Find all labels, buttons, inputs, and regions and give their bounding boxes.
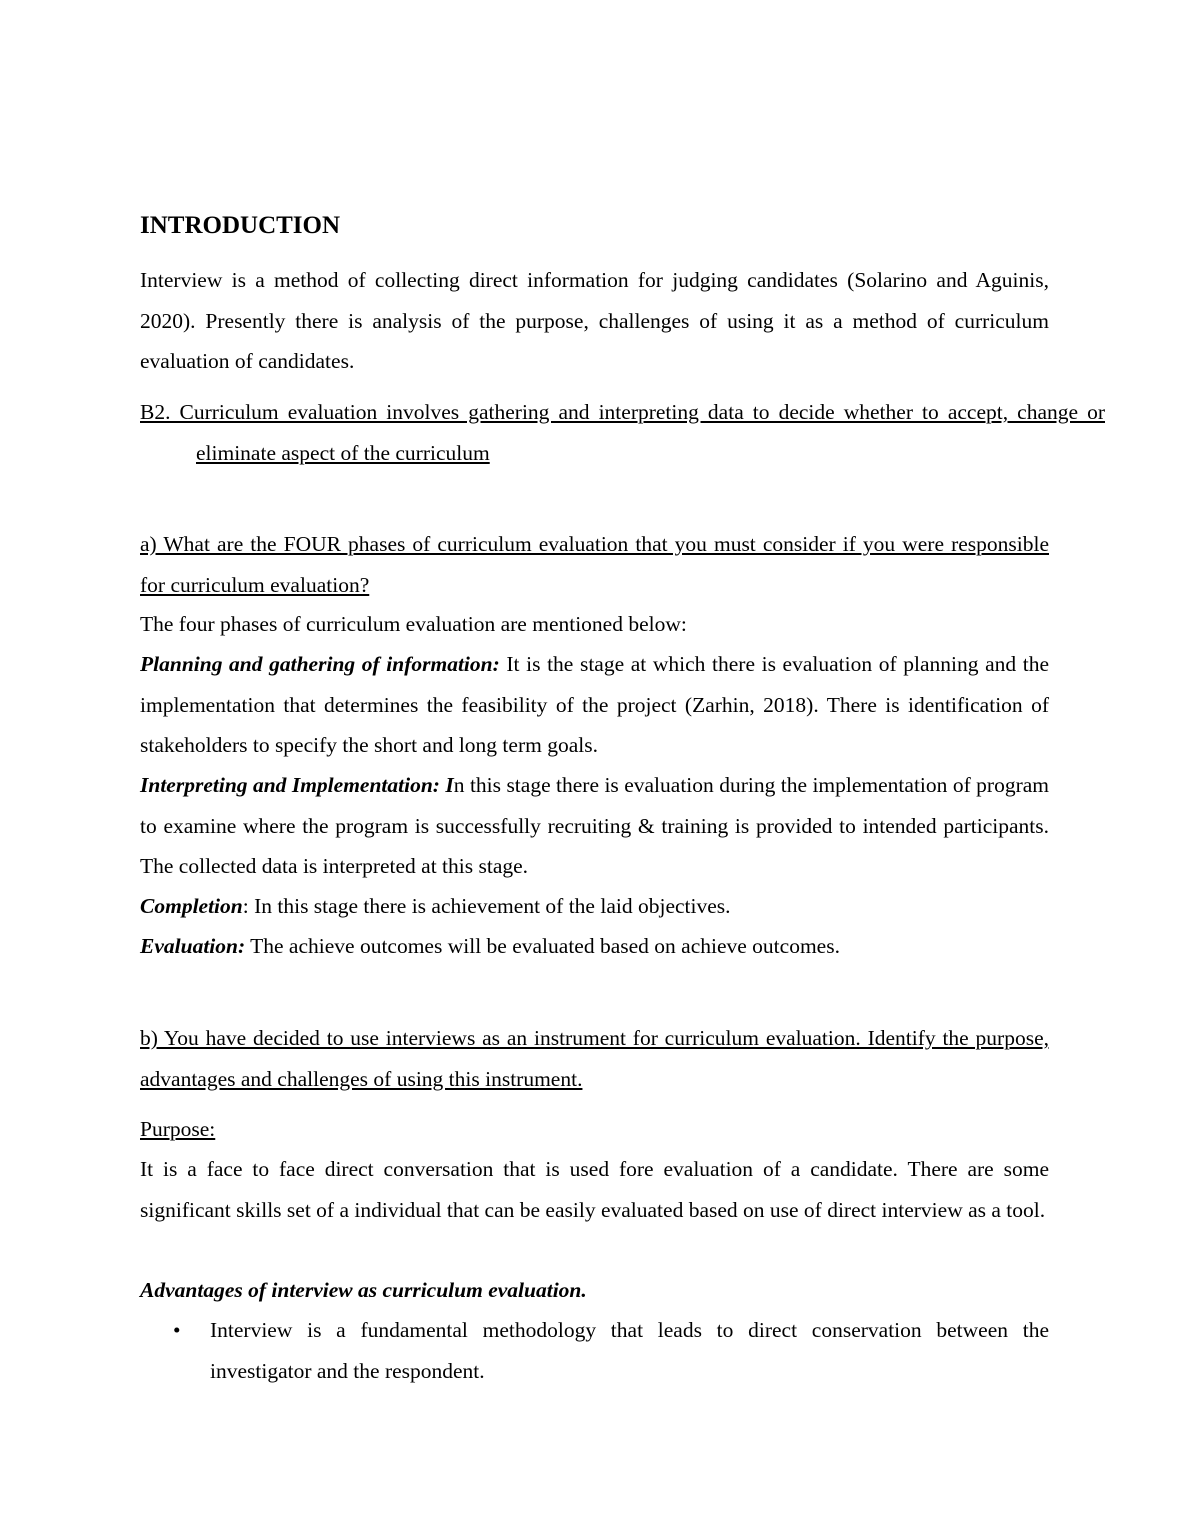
bullet-icon: • <box>173 1318 181 1342</box>
advantage-text: Interview is a fundamental methodology that leads to direct conservation between the investigator and the respondent. <box>210 1318 1049 1383</box>
phase-interpreting <box>140 765 1049 887</box>
phase-completion <box>140 886 1049 927</box>
question-b-text: b) You have decided to use interviews as an instrument for curriculum evaluation. Identify the purpose, advantages and challenges of using this instrument. <box>140 1026 1049 1091</box>
purpose-label-text: Purpose: <box>140 1117 216 1141</box>
phase-term: Planning and gathering of information: <box>140 652 500 676</box>
phase-term: Completion <box>140 894 243 918</box>
question-b <box>140 1018 1049 1099</box>
phase-term: Interpreting and Implementation: I <box>140 773 454 797</box>
question-a-text: a) What are the FOUR phases of curriculum evaluation that you must consider if you were responsible for curriculum evaluation? <box>140 532 1049 597</box>
advantages-heading: Advantages of interview as curriculum evaluation. <box>140 1278 587 1302</box>
intro-paragraph: Interview is a method of collecting direct information for judging candidates (Solarino and Aguinis, 2020). Presently there is analysis of the purpose, challenges of using it as a method of curriculum evaluation of candidates. <box>140 268 1049 373</box>
phase-text: : In this stage there is achievement of the laid objectives. <box>242 894 731 918</box>
phase-term: Evaluation: <box>140 934 246 958</box>
phases-intro: The four phases of curriculum evaluation are mentioned below: <box>140 612 687 636</box>
purpose-label <box>140 1109 1049 1150</box>
phase-evaluation <box>140 926 1049 967</box>
question-b2-text: B2. Curriculum evaluation involves gathering and interpreting data to decide whether to accept, change or eliminate aspect of the curriculum <box>140 400 1105 465</box>
purpose-paragraph: It is a face to face direct conversation that is used fore evaluation of a candidate. There are some significant skills set of a individual that can be easily evaluated based on use of direct interview as a tool. <box>140 1157 1049 1222</box>
question-b2 <box>140 392 1105 473</box>
question-a <box>140 524 1049 605</box>
phase-planning <box>140 644 1049 766</box>
phase-text: The achieve outcomes will be evaluated based on achieve outcomes. <box>245 934 840 958</box>
page-title: INTRODUCTION <box>140 212 341 239</box>
phase-text: It is the stage at which there is evaluation of planning and the implementation that determines the feasibility of the project (Zarhin, 2018). There is identification of stakeholders to specify the short and long term goals. <box>140 652 1049 757</box>
phase-text: n this stage there is evaluation during the implementation of program to examine where the program is successfully recruiting & training is provided to intended participants. The collected data is interpreted at this stage. <box>140 773 1050 878</box>
